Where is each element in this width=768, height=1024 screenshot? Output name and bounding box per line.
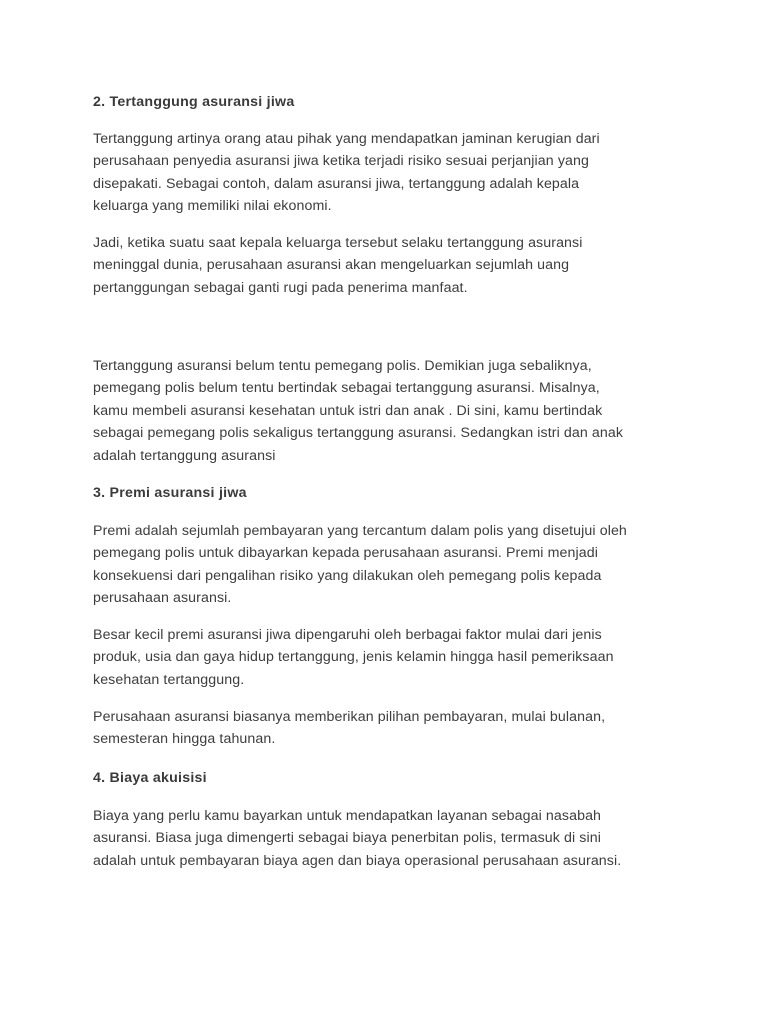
- paragraph-line: keluarga yang memiliki nilai ekonomi.: [93, 198, 332, 215]
- paragraph-line: Tertanggung asuransi belum tentu pemegang polis. Demikian juga sebaliknya,: [93, 358, 592, 374]
- paragraph-line: Besar kecil premi asuransi jiwa dipengaruhi oleh berbagai faktor mulai dari jenis: [93, 627, 602, 643]
- paragraph-line: Perusahaan asuransi biasanya memberikan pilihan pembayaran, mulai bulanan,: [93, 709, 606, 725]
- paragraph-tertanggung-definition: [93, 128, 600, 218]
- paragraph-line: semesteran hingga tahunan.: [93, 731, 276, 748]
- paragraph-line: Biaya yang perlu kamu bayarkan untuk mendapatkan layanan sebagai nasabah: [93, 808, 602, 824]
- paragraph-line: kesehatan tertanggung.: [93, 671, 245, 688]
- section-heading-premi: 3. Premi asuransi jiwa: [93, 485, 247, 501]
- paragraph-tertanggung-example: [93, 232, 583, 299]
- paragraph-line: Premi adalah sejumlah pembayaran yang tercantum dalam polis yang disetujui oleh: [93, 523, 627, 539]
- paragraph-line: Tertanggung artinya orang atau pihak yang mendapatkan jaminan kerugian dari: [93, 131, 600, 147]
- paragraph-premi-payment-options: [93, 706, 605, 751]
- paragraph-line: adalah tertanggung asuransi: [93, 447, 276, 464]
- paragraph-line: Jadi, ketika suatu saat kepala keluarga tersebut selaku tertanggung asuransi: [93, 235, 583, 251]
- paragraph-line: pemegang polis untuk dibayarkan kepada perusahaan asuransi. Premi menjadi: [93, 545, 598, 562]
- paragraph-line: pertanggungan sebagai ganti rugi pada penerima manfaat.: [93, 279, 468, 296]
- paragraph-line: kamu membeli asuransi kesehatan untuk istri dan anak . Di sini, kamu bertindak: [93, 402, 603, 419]
- paragraph-line: perusahaan penyedia asuransi jiwa ketika terjadi risiko sesuai perjanjian yang: [93, 153, 589, 170]
- section-heading-biaya-akuisisi: 4. Biaya akuisisi: [93, 770, 207, 786]
- paragraph-premi-definition: [93, 520, 627, 610]
- paragraph-line: meninggal dunia, perusahaan asuransi akan mengeluarkan sejumlah uang: [93, 257, 570, 274]
- paragraph-tertanggung-vs-pemegang-polis: [93, 355, 623, 467]
- paragraph-line: pemegang polis belum tentu bertindak sebagai tertanggung asuransi. Misalnya,: [93, 380, 600, 397]
- paragraph-line: sebagai pemegang polis sekaligus tertanggung asuransi. Sedangkan istri dan anak: [93, 425, 624, 442]
- paragraph-line: disepakati. Sebagai contoh, dalam asuransi jiwa, tertanggung adalah kepala: [93, 175, 580, 192]
- paragraph-line: asuransi. Biasa juga dimengerti sebagai biaya penerbitan polis, termasuk di sini: [93, 830, 601, 847]
- paragraph-line: konsekuensi dari pengalihan risiko yang dilakukan oleh pemegang polis kepada: [93, 567, 602, 584]
- paragraph-biaya-akuisisi: [93, 805, 621, 872]
- paragraph-line: adalah untuk pembayaran biaya agen dan biaya operasional perusahaan asuransi.: [93, 852, 622, 869]
- paragraph-line: perusahaan asuransi.: [93, 590, 232, 607]
- paragraph-premi-factors: [93, 624, 614, 691]
- paragraph-line: produk, usia dan gaya hidup tertanggung, jenis kelamin hingga hasil pemeriksaan: [93, 649, 614, 666]
- section-heading-tertanggung: 2. Tertanggung asuransi jiwa: [93, 94, 295, 110]
